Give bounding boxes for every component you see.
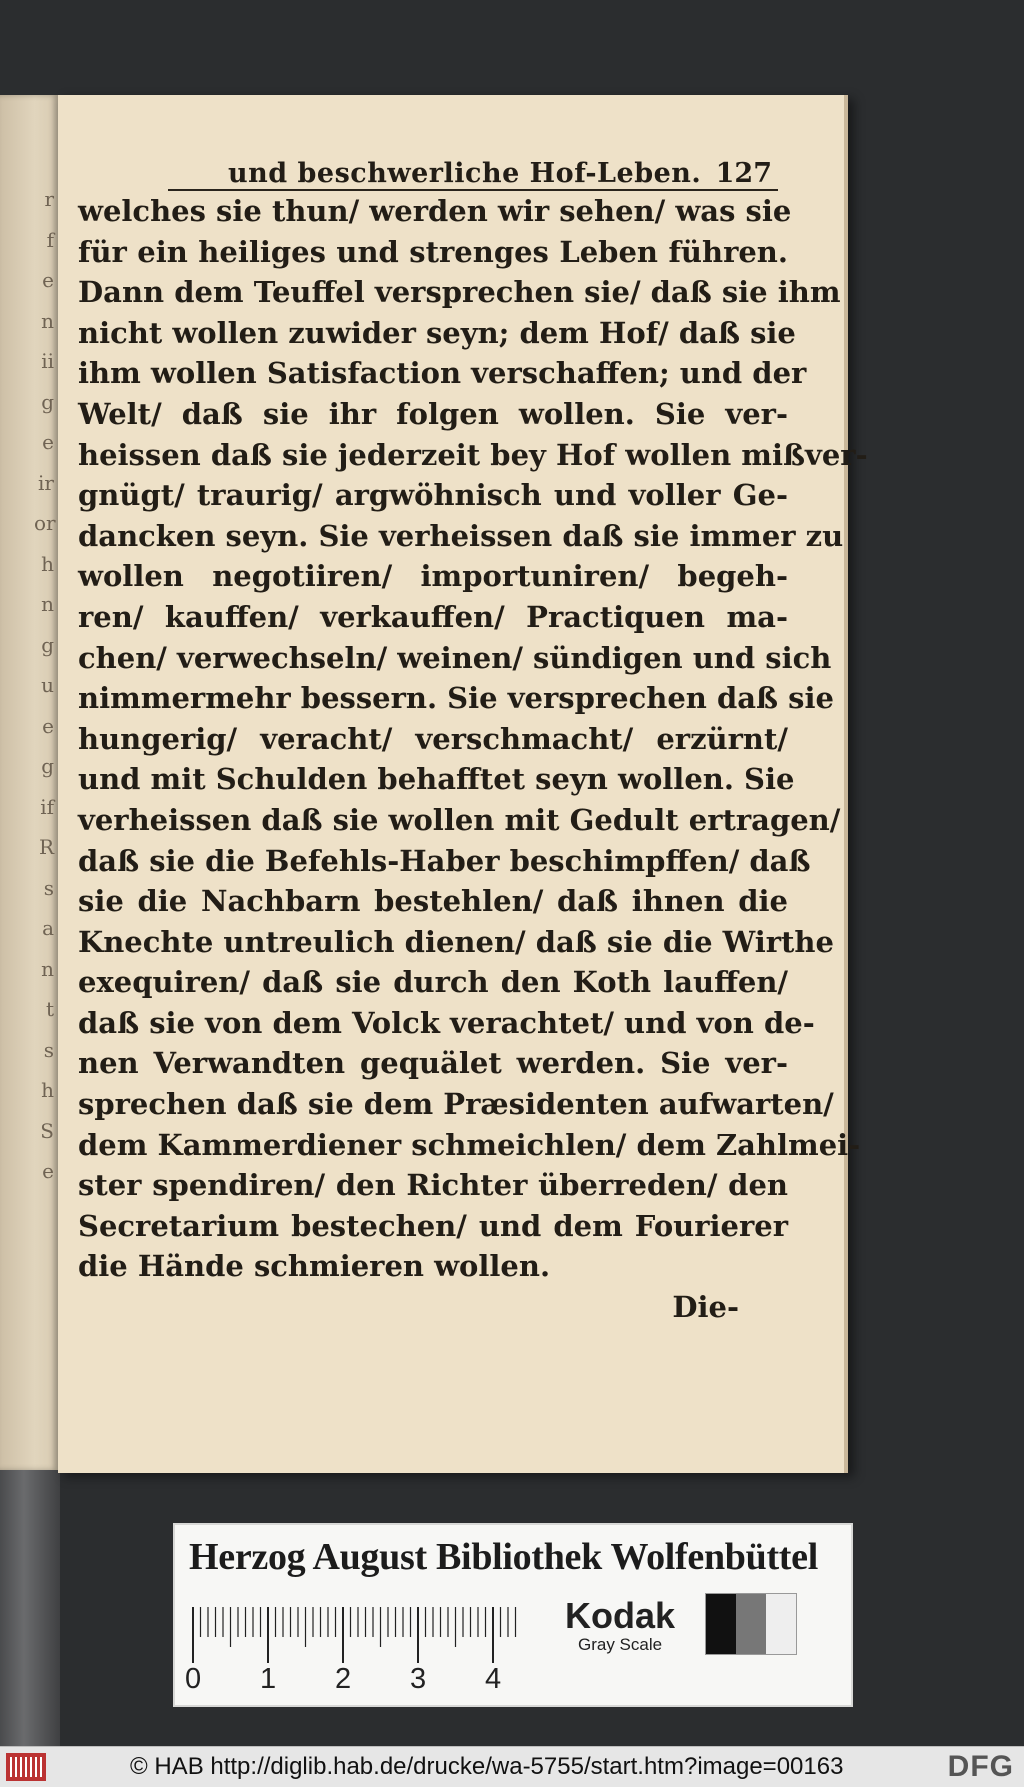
text-line: sprechen daß sie dem Præsidenten aufwarten/	[78, 1087, 834, 1122]
text-line: nicht wollen zuwider seyn; dem Hof/ daß sie	[78, 315, 796, 350]
text-line: ster spendiren/ den Richter überreden/ den	[78, 1168, 788, 1203]
hab-logo-icon	[6, 1753, 46, 1781]
text-line: für ein heiliges und strenges Leben führen.	[78, 234, 788, 269]
previous-page-fragment: a	[42, 916, 54, 940]
text-line: dem Kammerdiener schmeichlen/ dem Zahlmei-	[78, 1127, 861, 1162]
text-line: daß sie von dem Volck verachtet/ und von de-	[78, 1005, 815, 1040]
previous-page-fragment: or	[34, 511, 56, 535]
library-color-card	[173, 1523, 853, 1707]
dfg-logo: DFG	[947, 1750, 1014, 1783]
previous-page-fragment: g	[41, 754, 54, 778]
previous-page-fragment: e	[42, 268, 54, 292]
text-line: welches sie thun/ werden wir sehen/ was sie	[78, 194, 792, 228]
gray-scale-label: Gray Scale	[578, 1635, 663, 1654]
text-line: wollen negotiiren/ importuniren/ begeh-	[78, 559, 788, 594]
previous-page-fragment: g	[41, 632, 54, 657]
ruler-label: 4	[485, 1663, 502, 1695]
previous-page-fragment: r	[44, 187, 54, 211]
page-header	[168, 143, 778, 191]
previous-page-fragment: n	[41, 956, 54, 981]
previous-page-fragment: g	[41, 389, 54, 414]
text-line: sie die Nachbarn bestehlen/ daß ihnen die	[78, 884, 788, 919]
running-head: und beschwerliche Hof-Leben.	[228, 158, 702, 189]
text-line: heissen daß sie jederzeit bey Hof wollen mißver-	[78, 437, 868, 472]
text-line: nimmermehr bessern. Sie versprechen daß sie	[78, 681, 834, 716]
previous-page-fragment: n	[41, 592, 54, 616]
text-line: dancken seyn. Sie verheissen daß sie immer zu	[78, 518, 844, 553]
text-line: Welt/ daß sie ihr folgen wollen. Sie ver-	[78, 396, 788, 431]
previous-page-fragment: s	[43, 875, 54, 900]
previous-page-fragment: ir	[38, 470, 54, 495]
gray-patch-mid	[736, 1594, 766, 1654]
ruler-label: 1	[260, 1663, 277, 1695]
previous-page-fragment: h	[41, 551, 54, 576]
previous-page-fragment: u	[41, 673, 54, 697]
book-page	[58, 95, 868, 1473]
previous-page-fragment: h	[41, 1078, 54, 1102]
previous-page-fragment: t	[45, 997, 54, 1021]
text-line: und mit Schulden behafftet seyn wollen. Sie	[78, 762, 795, 797]
footer-bar	[0, 1746, 1024, 1787]
ruler-label: 0	[185, 1663, 202, 1695]
ruler-label: 3	[410, 1663, 427, 1695]
text-line: exequiren/ daß sie durch den Koth lauffen/	[78, 965, 788, 1000]
text-line: ren/ kauffen/ verkauffen/ Practiquen ma-	[78, 599, 788, 634]
text-line: Dann dem Teuffel versprechen sie/ daß sie ihm	[78, 275, 841, 310]
previous-page-fragment: e	[42, 1159, 54, 1183]
previous-page-fragment: S	[40, 1118, 54, 1143]
previous-page-fragment: if	[40, 794, 54, 819]
library-name: Herzog August Bibliothek Wolfenbüttel	[189, 1536, 818, 1578]
text-line: gnügt/ traurig/ argwöhnisch und voller Ge-	[78, 478, 788, 513]
gray-patch-black	[706, 1594, 736, 1654]
previous-page-fragment: e	[42, 430, 54, 454]
source-link[interactable]: © HAB http://diglib.hab.de/drucke/wa-5755/start.htm?image=00163	[130, 1753, 844, 1780]
previous-page-fragment: e	[42, 713, 54, 738]
gray-scale-patches	[705, 1593, 797, 1655]
page-body-text	[78, 191, 868, 1287]
book-binding	[0, 1470, 60, 1750]
ruler-label: 2	[335, 1663, 352, 1695]
previous-page-fragment: n	[41, 308, 54, 333]
catchword: Die-	[672, 1290, 739, 1324]
gray-patch-light	[766, 1594, 796, 1654]
text-line: hungerig/ veracht/ verschmacht/ erzürnt/	[78, 721, 788, 756]
text-line: nen Verwandten gequälet werden. Sie ver-	[78, 1046, 788, 1081]
previous-page-edge	[0, 95, 58, 1470]
ruler-scale	[189, 1599, 534, 1663]
text-line: ihm wollen Satisfaction verschaffen; und der	[78, 356, 807, 391]
ruler-labels	[185, 1663, 549, 1697]
text-line: daß sie die Befehls-Haber beschimpffen/ daß	[78, 843, 811, 878]
kodak-logo: Kodak	[565, 1595, 676, 1636]
text-line: chen/ verwechseln/ weinen/ sündigen und sich	[78, 640, 832, 675]
previous-page-fragment: R	[38, 835, 54, 859]
previous-page-fragment: s	[43, 1037, 54, 1062]
text-line: verheissen daß sie wollen mit Gedult ertragen/	[78, 802, 841, 837]
page-number: 127	[715, 158, 772, 189]
previous-page-fragment: ii	[41, 349, 54, 373]
text-line: Secretarium bestechen/ und dem Fourierer	[78, 1208, 788, 1243]
text-line: die Hände schmieren wollen.	[78, 1249, 551, 1284]
previous-page-fragment: f	[46, 227, 54, 252]
text-line: Knechte untreulich dienen/ daß sie die Wirthe	[78, 924, 834, 959]
